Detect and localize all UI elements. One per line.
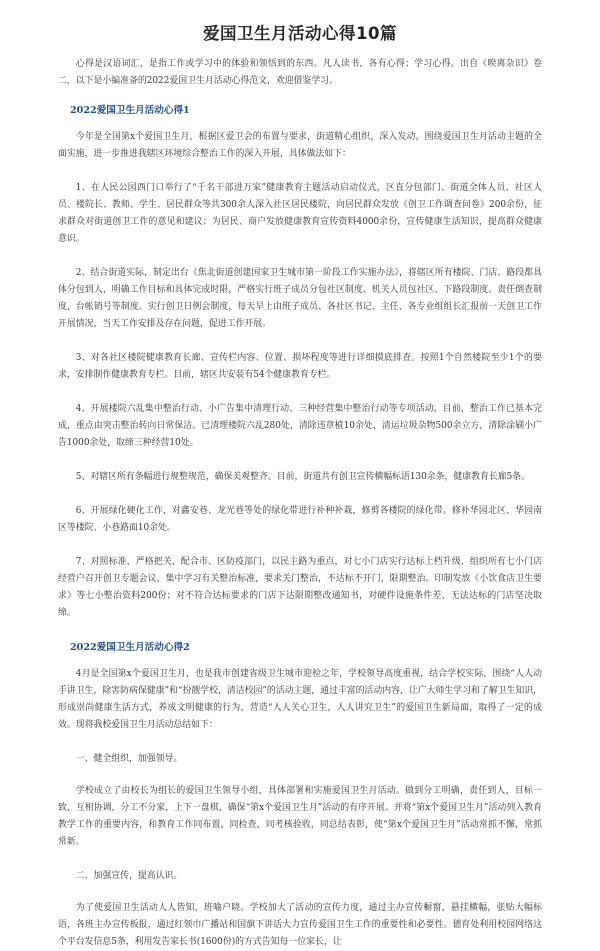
paragraph: 6、开展绿化硬化工作，对鑫安巷、龙光巷等处的绿化带进行补种补栽，修剪各楼院的绿化带。修补华园北区、华园南区等楼院、小巷路面10余处。 (58, 506, 542, 533)
paragraph: 5、对辖区所有条幅进行规整规范，确保美观整齐。目前，街道共有创卫宣传横幅标语130余条，健康教育长廊5条。 (75, 472, 531, 482)
paragraph: 学校成立了由校长为组长的爱国卫生领导小组，具体部署和实施爱国卫生月活动。做到分工明确，责任到人，目标一致，互相协调，分工不分家，上下一盘棋，确保“第x个爱国卫生月”活动的有序开展。并将“第x个爱国卫生月”活动列入教育教学工作的重要内容，和教育工作同布置，同检查，同考核验收，同总结表彰，使“第x个爱国卫生月”活动常抓不懈，常抓常新。 (58, 786, 542, 847)
subheading: 一、健全组织，加强领导。 (75, 754, 183, 764)
subheading: 二、加强宣传，提高认识。 (75, 871, 183, 881)
document-title: 爱国卫生月活动心得10篇 (203, 24, 397, 43)
intro-paragraph: 心得是汉语词汇，是指工作或学习中的体验和领悟到的东西。凡人读书，各有心得；学习心得。出自《暌离杂识》卷二，以下是小编准备的2022爱国卫生月活动心得范文，欢迎借鉴学习。 (58, 59, 542, 86)
paragraph: 2、结合街道实际，制定出台《焦北街道创建国家卫生城市第一阶段工作实施办法》，将辖区所有楼院、门店、路段都具体分包到人，明确工作目标和具体完成时限，严格实行班子成员分包社区制度、机关人员包社区、下路段制度、责任倒查制度，台帐销号等制度。实行创卫日例会制度，每天早上由班子成员、各社区书记、主任、各专业组组长汇报前一天创卫工作开展情况，当天工作安排及存在问题，促进工作开展。 (58, 268, 542, 329)
paragraph: 今年是全国第x个爱国卫生月，根据区爱卫会的布置与要求，街道精心组织，深入发动，围绕爱国卫生月活动主题的全面实施，进一步推进我辖区环境综合整治工作的深入开展，具体做法如下： (58, 132, 542, 159)
paragraph: 3、对各社区楼院健康教育长廊、宣传栏内容、位置、损坏程度等进行详细摸底排查。按照1个自然楼院至少1个的要求，安排制作健康教育专栏。目前，辖区共安装有54个健康教育专栏。 (58, 353, 542, 380)
section-2 (58, 639, 542, 951)
section-1 (58, 102, 542, 622)
paragraph: 4月是全国第x个爱国卫生月，也是我市创建省级卫生城市迎检之年，学校领导高度重视，结合学校实际，围绕“人人动手讲卫生，除害防病保健康”和“扮靓学校，清洁校园”的活动主题，通过丰富的活动内容，让广大师生学习和了解卫生知识，形成崇尚健康生活方式，养成文明健康的行为，营造“人人关心卫生，人人讲究卫生”的爱国卫生新局面，取得了一定的成效。现将我校爱国卫生月活动总结如下： (58, 669, 542, 730)
section-heading: 2022爱国卫生月活动心得1 (70, 105, 190, 116)
paragraph: 1、在人民公园西门口举行了“千名干部进万家”健康教育主题活动启动仪式，区直分包部门、街道全体人员、社区人员、楼院长、教师、学生、居民群众等共300余人深入社区居民楼院，向居民群众发放《创卫工作调查问卷》200余份，征求群众对街道创卫工作的意见和建议；为居民、商户发放健康教育宣传资料4000余份，宣传健康生活知识，提高群众健康意识。 (58, 183, 542, 244)
section-heading: 2022爱国卫生月活动心得2 (70, 642, 190, 653)
paragraph: 为了使爱国卫生活动人人皆知，班喻户晓。学校加大了活动的宣传力度，通过主办宣传橱窗，悬挂横幅，张贴大幅标语，各班主办宣传板报，通过红领巾广播站和国旗下讲话大力宣传爱国卫生工作的重要性和必要性。德育处利用校园网络这个平台发信息5条，利用发告家长书(1600份)的方式告知每一位家长，让 (58, 903, 542, 947)
paragraph: 7、对照标准，严格把关，配合市、区防疫部门，以民主路为重点，对七小门店实行达标上档升级，组织所有七小门店经营户召开创卫专题会议，集中学习有关整治标准，要求关门整治，不达标不开门，限期整治。印制发放《小饮食店卫生要求》等七小整治资料200份；对不符合达标要求的门店下达限期整改通知书，对硬件设施条件差、无法达标的门店坚决取缔。 (58, 557, 542, 618)
paragraph: 4、开展楼院六乱集中整治行动、小广告集中清理行动、三种经营集中整治行动等专项活动，目前，整治工作已基本完成，重点由突击整治转向日常保洁。已清理楼院六乱280处，清除违章植10余处，清运垃圾杂物500余立方，清除涂刷小广告1000余处，取缔三种经营10处。 (58, 404, 542, 448)
